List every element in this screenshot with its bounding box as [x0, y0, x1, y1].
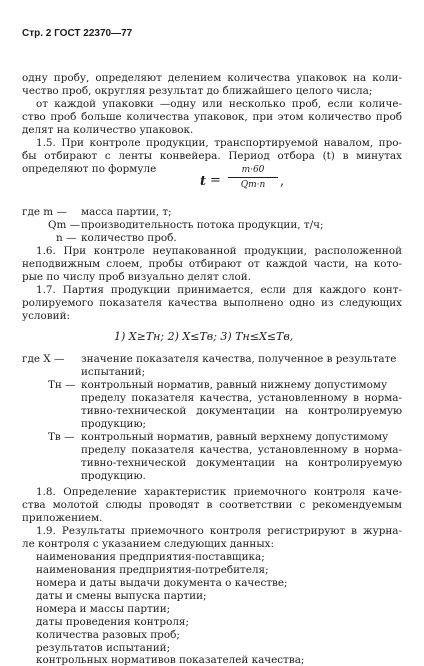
- definition-label: где X —: [22, 353, 65, 365]
- definition-text: количество проб.: [81, 232, 177, 244]
- fraction-bar: [228, 177, 278, 178]
- text-line: ролируемого показателя качества выполнено одно из следующих: [22, 297, 402, 309]
- text-line: ства молотой слюды проводят в соответствии с рекомендуемым: [22, 499, 402, 511]
- formula-fraction: [228, 164, 278, 191]
- list-item: контрольных нормативов показателей качества;: [36, 654, 305, 666]
- definition-text: производительность потока продукции, т/ч;: [81, 219, 324, 231]
- definition-text: пределу показателя качества, установленному в норма-: [81, 392, 402, 404]
- text-line: приложением.: [22, 512, 103, 524]
- text-line: 1.7. Партия продукции принимается, если для каждого конт-: [36, 284, 402, 296]
- list-item: даты проведения контроля;: [36, 616, 189, 628]
- text-line: условий:: [22, 310, 70, 322]
- list-item: номера и даты выдачи документа о качестве;: [36, 577, 288, 589]
- list-item: наименования предприятия-поставщика;: [36, 551, 265, 563]
- text-line: определяют по формуле: [22, 163, 157, 175]
- period-formula: [200, 164, 320, 200]
- definition-text: значение показателя качества, полученное в результате: [81, 353, 397, 365]
- formula-equals: =: [210, 173, 221, 188]
- list-item: количества разовых проб;: [36, 629, 180, 641]
- list-item: номера и массы партии;: [36, 603, 171, 615]
- text-line: чество проб, округляя результат до ближайшего целого числа;: [22, 85, 373, 97]
- page-header: Стр. 2 ГОСТ 22370—77: [22, 28, 133, 39]
- text-line: 1.5. При контроле продукции, транспортируемой навалом, про-: [36, 137, 402, 149]
- definition-text: контрольный норматив, равный нижнему допустимому: [81, 379, 388, 391]
- text-line: неподвижным слоем, пробы отбирают от каждой части, на кото-: [22, 258, 402, 270]
- text-line: ле контроля с указанием следующих данных:: [22, 538, 274, 550]
- list-item: результатов испытаний;: [36, 642, 171, 654]
- definition-text: продукцию;: [81, 418, 146, 430]
- definition-text: тивно-технической документации на контролируемую: [81, 405, 402, 417]
- text-line: 1.6. При контроле неупакованной продукции, расположенной: [36, 245, 402, 257]
- definition-text: тивно-технической документации на контролируемую: [81, 457, 402, 469]
- definition-label: где m —: [22, 206, 67, 218]
- acceptance-conditions: 1) X≥Tн; 2) X≤Tв; 3) Tн≤X≤Tв,: [114, 330, 294, 343]
- formula-numerator: m·60: [241, 165, 265, 175]
- definition-text: масса партии, т;: [81, 206, 172, 218]
- definition-text: пределу показателя качества, установленному в норма-: [81, 444, 402, 456]
- text-line: рые по числу проб визуально делят слой.: [22, 271, 252, 283]
- text-line: бы отбирают с ленты конвейера. Период отбора (t) в минутах: [22, 150, 402, 162]
- text-line: делят на количество упаковок.: [22, 124, 194, 136]
- text-line: 1.8. Определение характеристик приемочного контроля каче-: [36, 486, 402, 498]
- text-line: одну пробу, определяют делением количества упаковок на коли-: [22, 72, 402, 84]
- formula-comma: ,: [280, 174, 285, 189]
- formula-denominator: Qm·n: [240, 180, 266, 190]
- definition-label: Qm —: [48, 219, 81, 231]
- definition-label: Tв —: [48, 431, 75, 443]
- definition-label: n —: [56, 232, 77, 244]
- definition-text: продукцию.: [81, 470, 146, 482]
- text-line: 1.9. Результаты приемочного контроля регистрируют в журна-: [36, 525, 402, 537]
- definition-text: контрольный норматив, равный верхнему допустимому: [81, 431, 389, 443]
- list-item: даты и смены выпуска партии;: [36, 590, 207, 602]
- list-item: наименования предприятия-потребителя;: [36, 564, 269, 576]
- formula-lhs: t: [200, 174, 207, 189]
- text-line: ство проб больше количества упаковок, при этом количество проб: [22, 111, 402, 123]
- text-line: от каждой упаковки —одну или несколько проб, если количе-: [36, 98, 402, 110]
- definition-label: Tн —: [48, 379, 76, 391]
- definition-text: испытаний;: [81, 366, 146, 378]
